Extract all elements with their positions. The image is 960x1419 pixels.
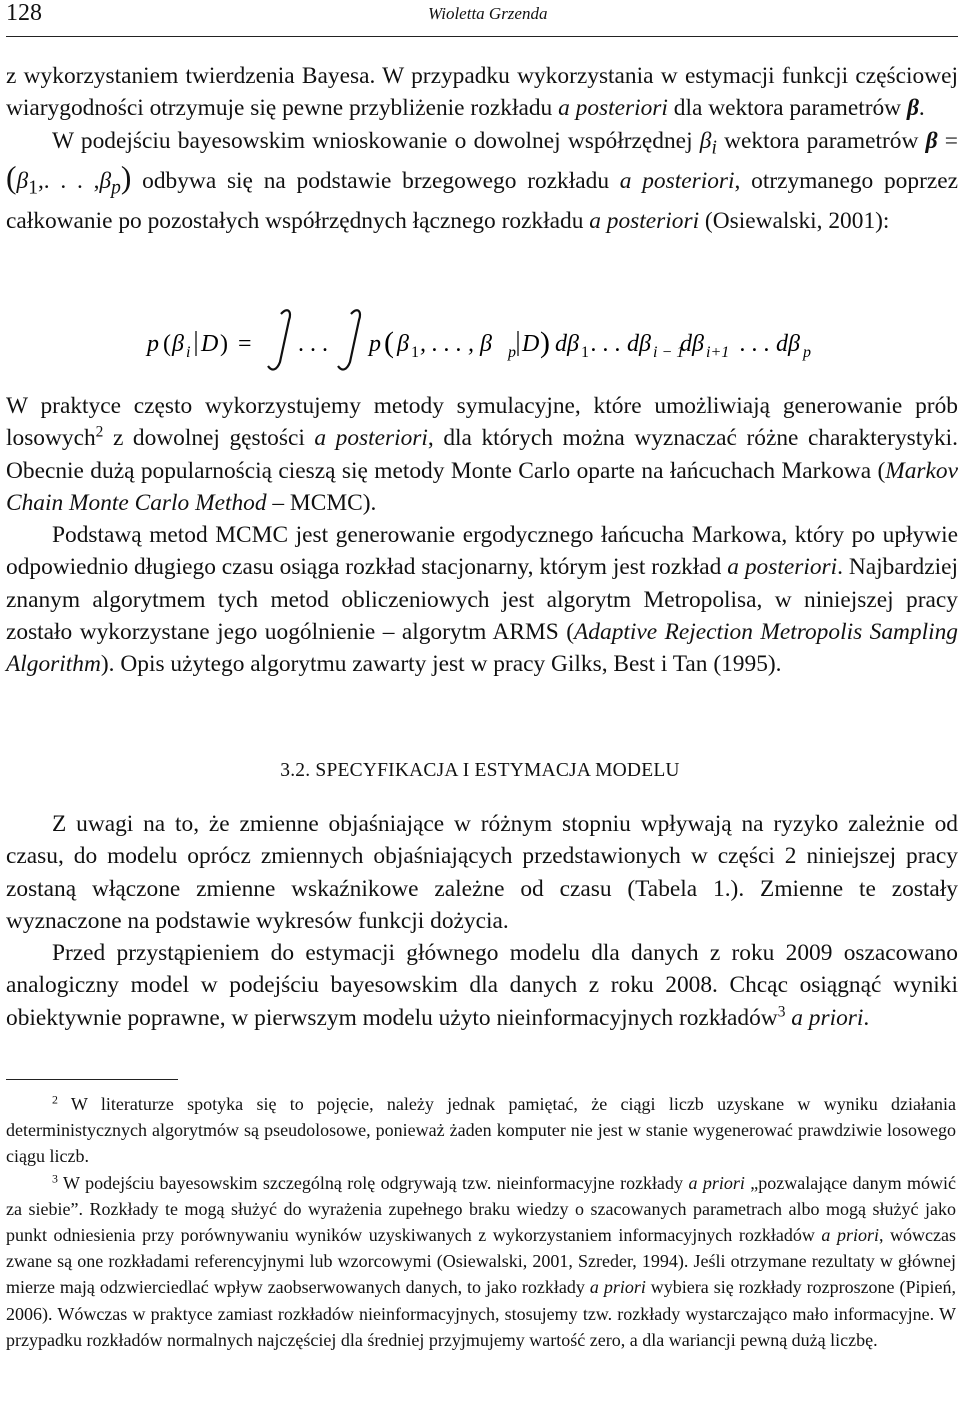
section-number: 3.2. <box>280 760 311 781</box>
italic-term: Adaptive Rejection Metropolis Sampling Algorithm <box>6 619 958 678</box>
text-run: dla wektora parametrów <box>667 95 907 122</box>
footnote-mark: 3 <box>52 1171 58 1186</box>
italic-term: a posteriori <box>619 167 735 194</box>
footnote-text: , wówczas zwane są one rozkładami referencyjnymi lub wzorcowymi (Osiewalski, 2001, Szreder, 1994). Jeśli otrzymane rezultaty w głównej mierze mają odzwierciedlać wpływ zaobserwowanych danych, to jako rozkłady <box>6 1225 956 1298</box>
text-run: Podstawą metod MCMC jest generowanie ergodycznego łańcucha Markowa, który po upływie odpowiednio długiego czasu osiąga rozkład stacjonarny, którym jest rozkład <box>6 522 958 581</box>
footnote-ref-3[interactable]: 3 <box>777 1003 786 1021</box>
eq-symbol: p <box>147 331 159 357</box>
text-run: , dla których można wyznaczać różne charakterystyki. Obecnie dużą popularnością cieszą się metody Monte Carlo oparte na łańcuchach Markowa ( <box>6 425 958 484</box>
eq-subscript: i <box>186 344 191 361</box>
text-block-intro <box>6 60 958 237</box>
equals-sign: = <box>937 127 958 154</box>
italic-term: Markov Chain Monte Carlo Method <box>6 457 958 516</box>
text-run: W podejściu bayesowskim wnioskowanie o dowolnej współrzędnej <box>52 127 700 154</box>
eq-text: dβ <box>555 331 579 357</box>
subscript: p <box>111 177 121 199</box>
beta-symbol: β <box>99 167 112 194</box>
eq-paren: ( <box>384 326 394 359</box>
eq-ellipsis: . . . <box>298 331 328 357</box>
text-run: . Najbardziej znanym algorytmem tych metod obliczeniowych jest algorytm Metropolisa, w niniejszej pracy zostało wykorzystane jego uogólnienie – algorytm ARMS ( <box>6 554 958 646</box>
subscript: 1 <box>28 177 38 199</box>
section-title: SPECYFIKACJA I ESTYMACJA MODELU <box>315 760 680 781</box>
footnote-ref-2[interactable]: 2 <box>95 423 104 441</box>
eq-symbol: β <box>397 331 409 357</box>
eq-symbol: p <box>369 331 381 357</box>
eq-text: . . . dβ <box>740 331 800 357</box>
footnote-3 <box>6 1170 956 1353</box>
eq-paren: ) <box>540 326 550 359</box>
italic-term: a posteriori <box>558 95 668 122</box>
footnote-rule <box>6 1079 178 1080</box>
italic-term: a posteriori <box>727 554 838 581</box>
text-run: . <box>918 95 925 122</box>
footnote-text: W literaturze spotyka się to pojęcie, należy jednak pamiętać, że ciągi liczb uzyskane w wyniku działania deterministycznych algorytmów są pseudolosowe, ponieważ żaden komputer nie jest w stanie wygenerować prawdziwie losowego ciągu liczb. <box>6 1094 956 1167</box>
text-run: Z uwagi na to, że zmienne objaśniające w różnym stopniu wpływają na ryzyko zależnie od czasu, do modelu oprócz zmiennych objaśniających przedstawionych w części 2 niniejszej pracy zostaną włączone zmienne wskaźnikowe zależne od czasu (Tabela 1.). Zmienne te zostały wyznaczone na podstawie wykresów funkcji dożycia. <box>6 811 958 934</box>
eq-subscript: p <box>508 344 516 361</box>
eq-subscript: 1 <box>411 344 419 361</box>
eq-subscript: i+1 <box>706 344 730 361</box>
integral-sign <box>268 310 290 369</box>
text-run: wektora parametrów <box>716 127 926 154</box>
eq-text: dβ <box>680 331 704 357</box>
beta-vector-symbol: β <box>906 95 919 122</box>
page-number: 128 <box>6 0 42 26</box>
text-run: z wykorzystaniem twierdzenia Bayesa. W przypadku wykorzystania w estymacji funkcji częściowej wiarygodności otrzymuje się pewne przybliżenie rozkładu <box>6 63 958 122</box>
beta-i-symbol: β <box>699 127 712 154</box>
marginal-posterior-equation <box>0 306 960 376</box>
footnote-2 <box>6 1091 956 1170</box>
ellipsis: ,. . . , <box>37 167 100 194</box>
italic-term: a priori <box>589 1277 646 1298</box>
beta-symbol: β <box>16 167 29 194</box>
italic-term: a priori <box>688 1172 745 1193</box>
eq-symbol: β <box>172 331 184 357</box>
equation-svg <box>0 306 960 376</box>
section-heading <box>0 760 960 782</box>
eq-subscript: p <box>803 344 811 361</box>
text-run: , otrzymanego poprzez całkowanie po pozostałych współrzędnych łącznego rozkładu <box>6 167 959 234</box>
subscript: i <box>711 137 717 159</box>
paragraph-arms-algorithm <box>6 519 958 680</box>
paragraph-prior-model <box>6 937 958 1034</box>
text-block-specification <box>6 808 958 1034</box>
text-run: . <box>863 1004 870 1031</box>
text-run: Przed przystąpieniem do estymacji głównego modelu dla danych z roku 2009 oszacowano analogiczny model w podejściu bayesowskim dla danych z roku 2008. Chcąc osiągnąć wyniki obiektywnie poprawne, w pierwszym modelu użyto nieinformacyjnych rozkładów <box>6 940 958 1031</box>
footnote-mark: 2 <box>52 1092 58 1107</box>
integral-sign <box>338 310 360 369</box>
text-run: ). Opis użytego algorytmu zawarty jest w pracy Gilks, Best i Tan (1995). <box>100 651 782 678</box>
eq-equals: = <box>238 331 252 357</box>
eq-text: . . . dβ <box>591 331 651 357</box>
paragraph-time-dependent-variables <box>6 808 958 937</box>
eq-subscript: 1 <box>581 344 589 361</box>
text-run: – MCMC). <box>266 489 377 516</box>
italic-term: a posteriori <box>589 207 700 234</box>
paragraph-marginal-posterior <box>6 125 958 237</box>
eq-symbol: D <box>201 331 219 357</box>
eq-paren: ( <box>163 331 171 357</box>
italic-term: a posteriori <box>314 425 428 452</box>
text-run: (Osiewalski, 2001): <box>699 207 890 234</box>
footnote-text: wybiera się rozkłady rozproszone (Pipień, 2006). Wówczas w praktyce zamiast rozkładów nieinformacyjnych, stosujemy tzw. rozkłady wystarczająco mało informacyjne. W przypadku rozkładów normalnych najczęściej dla średniej przyjmujemy wartość zero, a dla wariancji pewną dużą liczbę. <box>6 1277 956 1350</box>
running-head <box>6 0 956 30</box>
eq-subscript: i − 1 <box>653 344 685 361</box>
italic-term: a priori <box>821 1225 879 1246</box>
beta-vector-symbol: β <box>925 127 938 154</box>
text-run: W praktyce często wykorzystujemy metody symulacyjne, które umożliwiają generowanie prób losowych <box>6 393 958 452</box>
right-paren: ) <box>120 159 132 195</box>
eq-symbol: D <box>522 331 540 357</box>
paragraph-simulation-methods <box>6 390 958 519</box>
text-block-mcmc <box>6 390 958 681</box>
eq-paren: ) <box>220 331 228 357</box>
footnotes <box>6 1091 956 1353</box>
header-rule <box>6 36 958 37</box>
footnote-text: „pozwalające danym mówić za siebie”. Rozkłady te mogą służyć do wyrażenia zupełnego braku wiedzy o szacowanych parametrach albo mogą służyć jako punkt odniesienia przy porównywaniu wyników uzyskiwanych z wykorzystaniem informacyjnych rozkładów <box>6 1172 957 1246</box>
left-paren: ( <box>6 159 17 195</box>
text-run: odbywa się na podstawie brzegowego rozkładu <box>131 167 620 194</box>
paragraph-bayes-theorem <box>6 60 958 125</box>
footnote-text: W podejściu bayesowskim szczególną rolę odgrywają tzw. nieinformacyjne rozkłady <box>57 1172 689 1193</box>
text-run: z dowolnej gęstości <box>103 425 315 452</box>
eq-text: , . . . , β <box>420 331 492 357</box>
italic-term: a priori <box>791 1004 864 1031</box>
running-head-author: Wioletta Grzenda <box>428 4 548 23</box>
